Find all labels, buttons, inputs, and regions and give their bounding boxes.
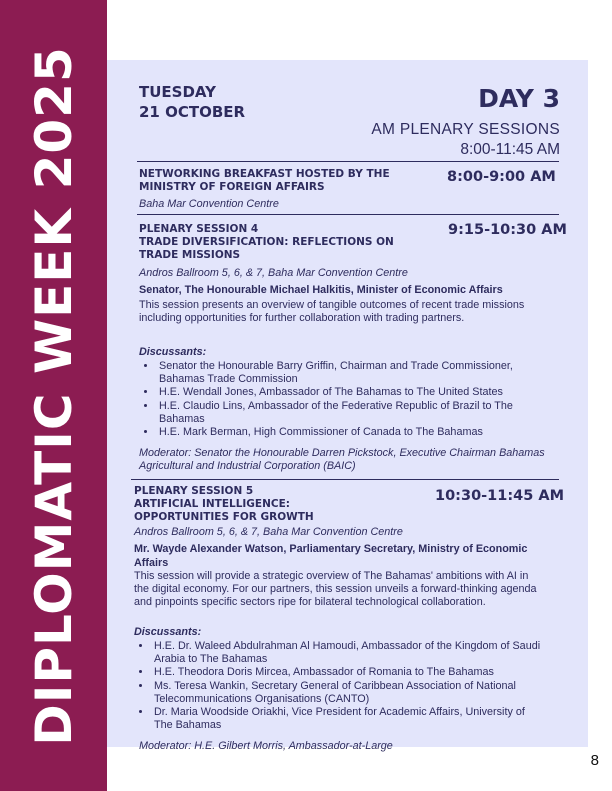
session3-title: [134, 485, 434, 524]
discussant: • H.E. Wendall Jones, Ambassador of The Bahamas to The United States: [157, 386, 549, 399]
discussant: • H.E. Mark Berman, High Commissioner of Canada to The Bahamas: [157, 426, 549, 439]
sidebar-title: DIPLOMATIC WEEK 2025: [25, 46, 83, 746]
session3-title-line: OPPORTUNITIES FOR GROWTH: [134, 511, 314, 523]
divider: [137, 161, 559, 162]
session1-title-line: NETWORKING BREAKFAST HOSTED BY THE: [139, 168, 390, 180]
session3-time: 10:30-11:45 AM: [435, 488, 565, 504]
discussant: • H.E. Theodora Doris Mircea, Ambassador of Romania to The Bahamas: [152, 666, 542, 679]
session1-title: [139, 168, 439, 194]
session1-venue: Baha Mar Convention Centre: [139, 198, 279, 210]
session3-title-line: ARTIFICIAL INTELLIGENCE:: [134, 498, 290, 510]
discussant: • H.E. Dr. Waleed Abdulrahman Al Hamoudi, Ambassador of the Kingdom of Saudi Arabia to The Bahamas: [152, 640, 542, 666]
day-title: DAY 3: [478, 84, 560, 113]
session3-title-line: PLENARY SESSION 5: [134, 485, 254, 497]
divider: [137, 214, 559, 215]
session2-title-line: TRADE MISSIONS: [139, 249, 241, 261]
session2-description: This session presents an overview of tangible outcomes of recent trade missions including opportunities for further collaboration with trading partners.: [139, 299, 525, 325]
discussant: • Senator the Honourable Barry Griffin, Chairman and Trade Commissioner, Bahamas Trade Commission: [157, 360, 549, 386]
session2-title: [139, 223, 439, 262]
weekday: TUESDAY: [139, 83, 216, 101]
session3-description: This session will provide a strategic overview of The Bahamas' ambitions with AI in the digital economy. For our partners, this session unveils a forward-thinking agenda and pinpoints specific sectors ripe for bilateral technological collaboration.: [134, 570, 537, 609]
discussant: • Ms. Teresa Wankin, Secretary General of Caribbean Association of National Telecommunications Organisations (CANTO): [152, 680, 542, 706]
session1-time: 8:00-9:00 AM: [447, 169, 556, 185]
session3-speaker: Mr. Wayde Alexander Watson, Parliamentary Secretary, Ministry of Economic Affairs: [134, 543, 528, 569]
sessions-label: AM PLENARY SESSIONS: [371, 121, 560, 138]
session2-discussants-label: Discussants:: [139, 346, 207, 358]
session2-venue: Andros Ballroom 5, 6, & 7, Baha Mar Convention Centre: [139, 267, 408, 279]
session2-speaker: Senator, The Honourable Michael Halkitis, Minister of Economic Affairs: [139, 284, 503, 296]
session3-discussants-label: Discussants:: [134, 626, 202, 638]
sidebar-band: [0, 0, 107, 791]
date-block: [139, 82, 245, 122]
session2-discussants: [139, 360, 549, 439]
session3-venue: Andros Ballroom 5, 6, & 7, Baha Mar Convention Centre: [134, 526, 403, 538]
page-number: 8: [590, 752, 599, 769]
session2-title-line: PLENARY SESSION 4: [139, 223, 259, 235]
session1-title-line: MINISTRY OF FOREIGN AFFAIRS: [139, 181, 325, 193]
discussant: • H.E. Claudio Lins, Ambassador of the Federative Republic of Brazil to The Bahamas: [157, 400, 549, 426]
session2-title-line: TRADE DIVERSIFICATION: REFLECTIONS ON: [139, 236, 394, 248]
session3-moderator: Moderator: H.E. Gilbert Morris, Ambassador-at-Large: [139, 740, 393, 752]
session2-moderator: Moderator: Senator the Honourable Darren Pickstock, Executive Chairman Bahamas Agricultural and Industrial Corporation (BAIC): [139, 447, 545, 473]
session3-discussants: [134, 640, 542, 732]
divider: [131, 479, 559, 480]
discussant: • Dr. Maria Woodside Oriakhi, Vice President for Academic Affairs, University of The Bahamas: [152, 706, 542, 732]
date: 21 OCTOBER: [139, 103, 246, 121]
sessions-time: 8:00-11:45 AM: [460, 141, 560, 158]
session2-time: 9:15-10:30 AM: [448, 222, 567, 238]
